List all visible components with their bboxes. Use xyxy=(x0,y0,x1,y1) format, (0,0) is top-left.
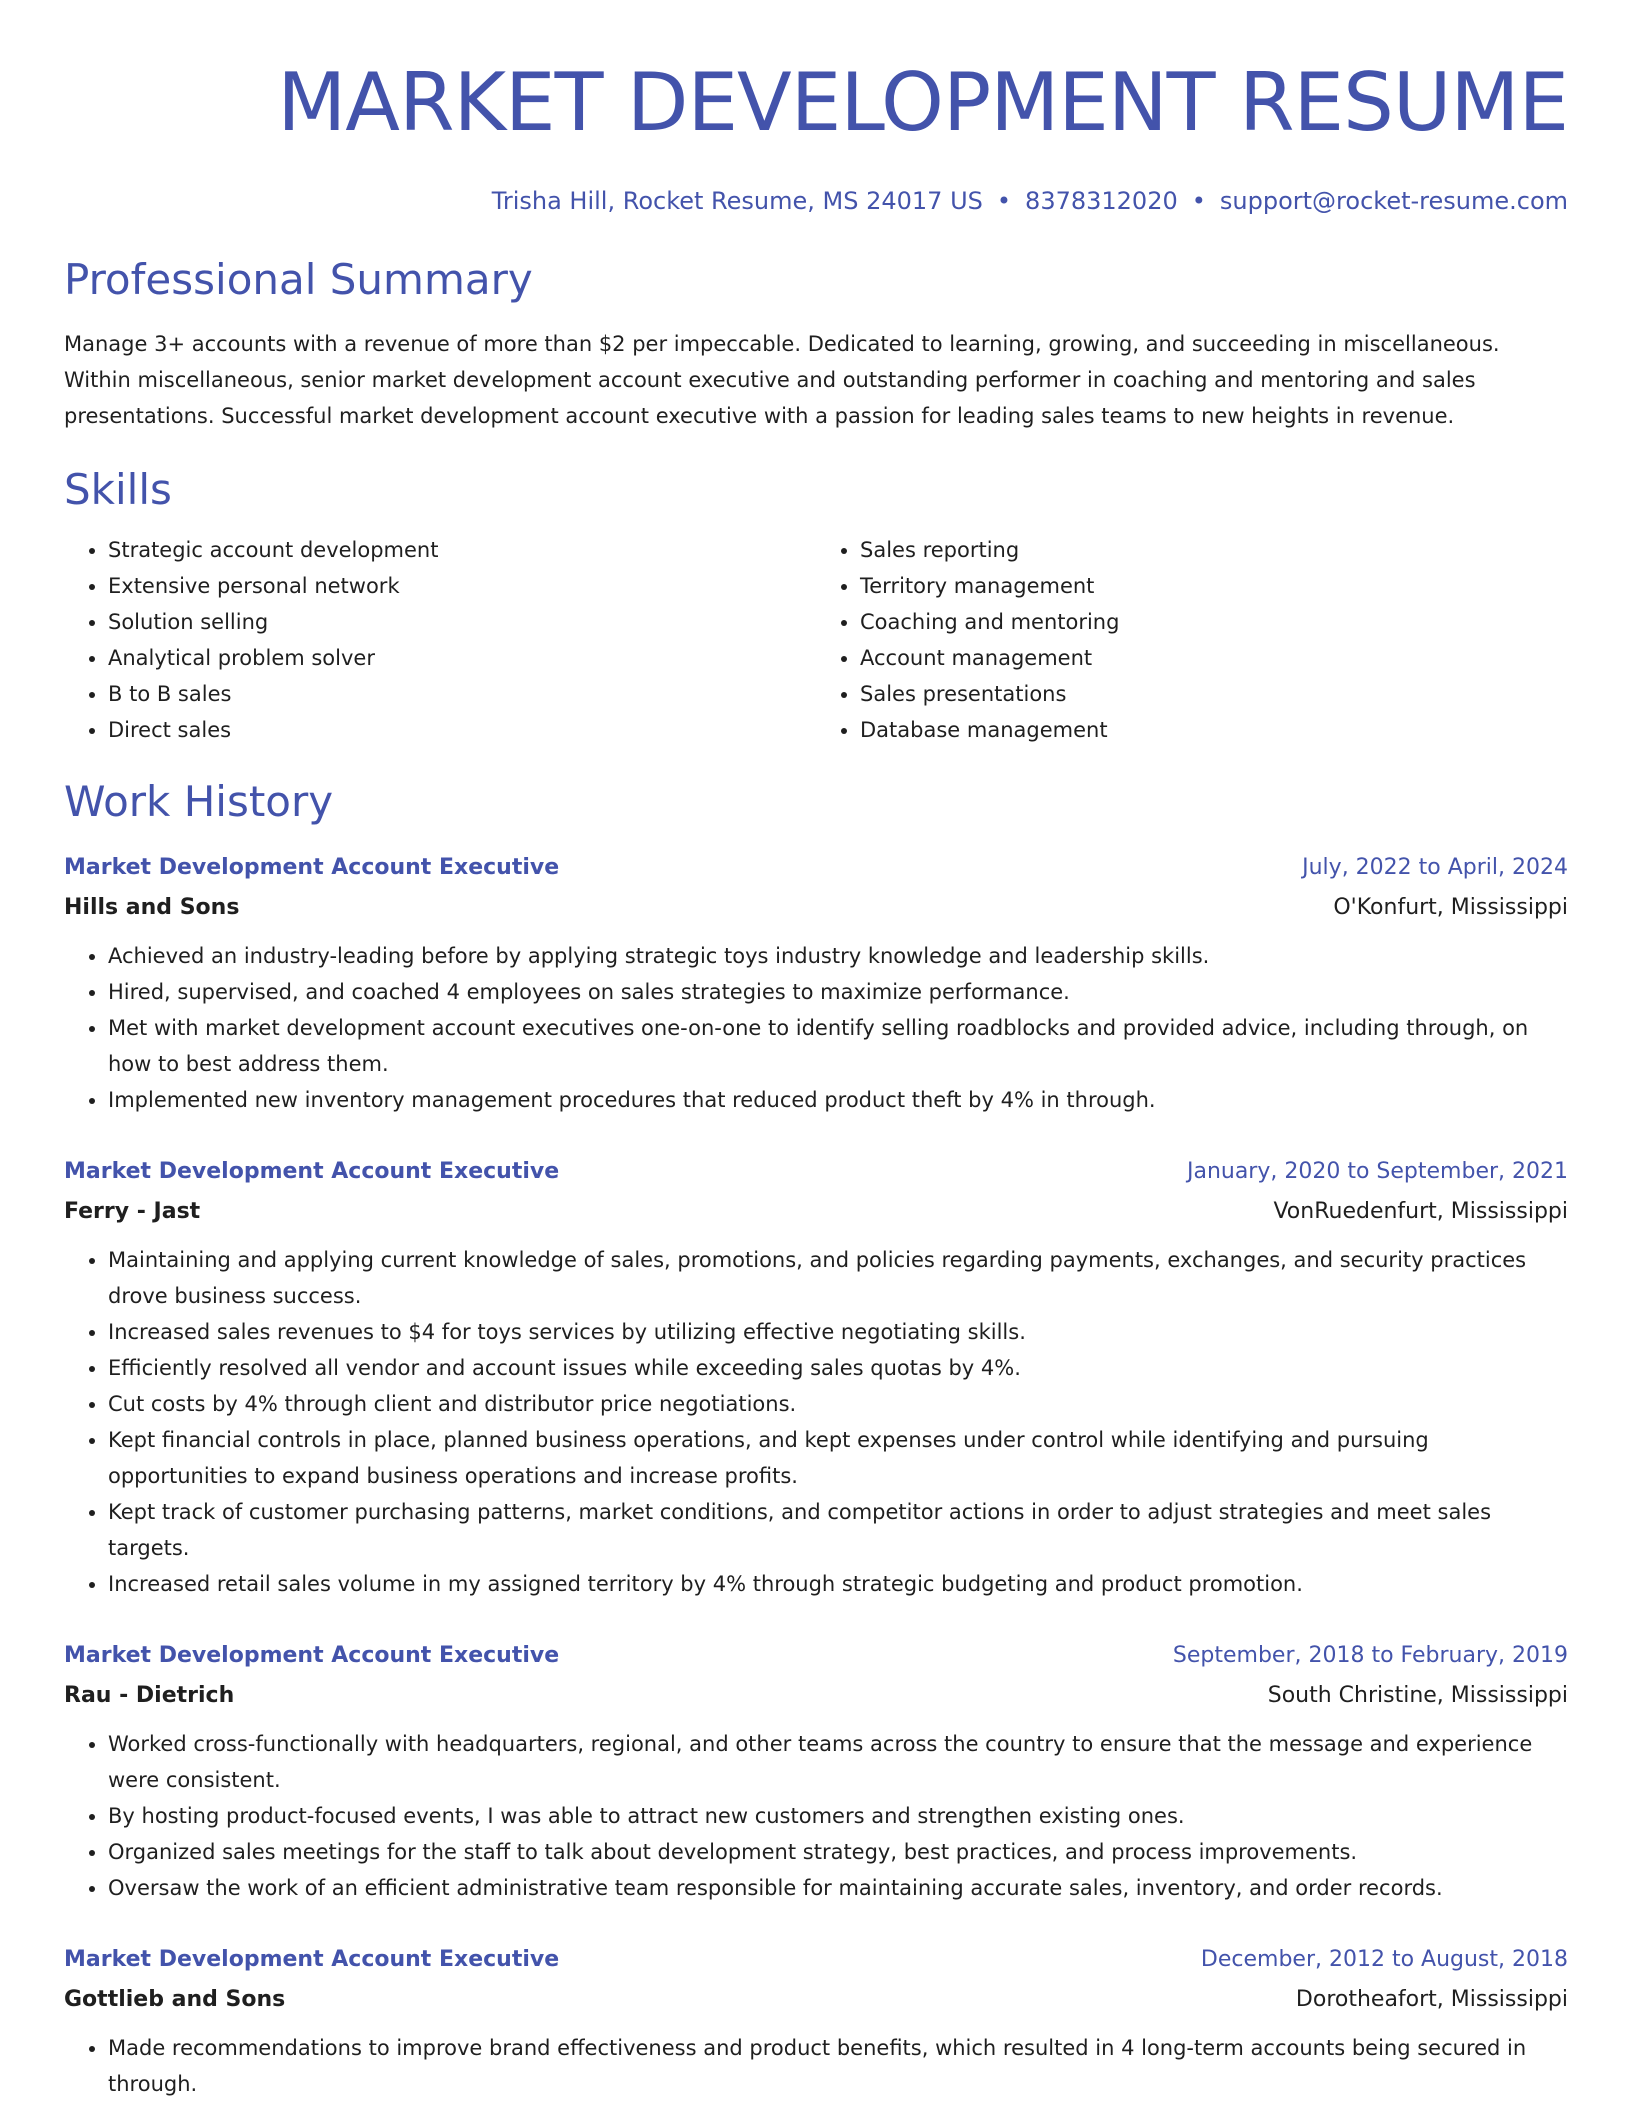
skill-item: • Account management xyxy=(860,640,1568,676)
job-header-row xyxy=(64,1940,1568,1980)
job-location: O'Konfurt, Mississippi xyxy=(1333,895,1568,920)
job-bullet: • Kept financial controls in place, planned business operations, and kept expenses under control while identifying and pursuing opportunities to expand business operations and increase profits. xyxy=(108,1422,1568,1494)
job-dates: December, 2012 to August, 2018 xyxy=(1200,1947,1568,1972)
job-company: Ferry - Jast xyxy=(64,1199,201,1224)
job-bullet: • Efficiently resolved all vendor and account issues while exceeding sales quotas by 4%. xyxy=(108,1350,1568,1386)
job-entry xyxy=(64,1940,1568,2102)
job-bullet: • Met with market development account executives one-on-one to identify selling roadblocks and provided advice, including through, on how to best address them. xyxy=(108,1010,1568,1082)
skill-item: • Database management xyxy=(860,712,1568,748)
job-dates: September, 2018 to February, 2019 xyxy=(1172,1643,1568,1668)
job-dates: July, 2022 to April, 2024 xyxy=(1302,855,1568,880)
job-title: Market Development Account Executive xyxy=(64,1159,560,1184)
job-company-row xyxy=(64,888,1568,928)
skills-columns xyxy=(64,532,1568,748)
job-company-row xyxy=(64,1980,1568,2020)
contact-separator: • xyxy=(996,187,1012,215)
job-bullet: • Organized sales meetings for the staff to talk about development strategy, best practices, and process improvements. xyxy=(108,1834,1568,1870)
job-bullet: • By hosting product-focused events, I was able to attract new customers and strengthen existing ones. xyxy=(108,1798,1568,1834)
job-bullets xyxy=(64,2030,1568,2102)
skill-item: • Extensive personal network xyxy=(108,568,816,604)
job-bullet: • Worked cross-functionally with headquarters, regional, and other teams across the country to ensure that the message and experience were consistent. xyxy=(108,1726,1568,1798)
job-entry xyxy=(64,1152,1568,1602)
summary-text: Manage 3+ accounts with a revenue of more than $2 per impeccable. Dedicated to learning, growing, and succeeding in miscellaneous. Within miscellaneous, senior market development account executive and outstanding performer in coaching and mentoring and sales presentations. Successful market development account executive with a passion for leading sales teams to new heights in revenue. xyxy=(64,332,1500,428)
job-location: Dorotheafort, Mississippi xyxy=(1295,1987,1568,2012)
resume-content xyxy=(64,0,1568,2102)
job-bullet: • Implemented new inventory management procedures that reduced product theft by 4% in through. xyxy=(108,1082,1568,1118)
job-bullet: • Maintaining and applying current knowledge of sales, promotions, and policies regarding payments, exchanges, and security practices drove business success. xyxy=(108,1242,1568,1314)
contact-separator: • xyxy=(1191,187,1206,215)
job-title: Market Development Account Executive xyxy=(64,1947,560,1972)
job-bullet: • Cut costs by 4% through client and distributor price negotiations. xyxy=(108,1386,1568,1422)
work-history-heading: Work History xyxy=(64,777,334,826)
job-company-row xyxy=(64,1676,1568,1716)
job-bullet: • Increased sales revenues to $4 for toys services by utilizing effective negotiating skills. xyxy=(108,1314,1568,1350)
job-title: Market Development Account Executive xyxy=(64,1643,560,1668)
contact-address: Trisha Hill, Rocket Resume, MS 24017 US xyxy=(491,187,983,215)
job-company: Gottlieb and Sons xyxy=(64,1987,286,2012)
job-bullet: • Oversaw the work of an efficient administrative team responsible for maintaining accurate sales, inventory, and order records. xyxy=(108,1870,1568,1906)
skill-item: • Solution selling xyxy=(108,604,816,640)
job-bullets xyxy=(64,938,1568,1118)
resume-title: MARKET DEVELOPMENT RESUME xyxy=(277,56,1568,149)
job-header-row xyxy=(64,1636,1568,1676)
contact-line xyxy=(64,186,1568,216)
skill-item: • Direct sales xyxy=(108,712,816,748)
skill-item: • Sales reporting xyxy=(860,532,1568,568)
skills-heading: Skills xyxy=(64,465,172,514)
skill-item: • Analytical problem solver xyxy=(108,640,816,676)
job-bullet: • Hired, supervised, and coached 4 employees on sales strategies to maximize performance. xyxy=(108,974,1568,1010)
skill-item: • Strategic account development xyxy=(108,532,816,568)
summary-heading: Professional Summary xyxy=(64,255,533,304)
job-company-row xyxy=(64,1192,1568,1232)
job-header-row xyxy=(64,848,1568,888)
skill-item: • B to B sales xyxy=(108,676,816,712)
job-entry xyxy=(64,1636,1568,1906)
job-title: Market Development Account Executive xyxy=(64,855,560,880)
job-company: Rau - Dietrich xyxy=(64,1683,235,1708)
job-bullet: • Achieved an industry-leading before by applying strategic toys industry knowledge and leadership skills. xyxy=(108,938,1568,974)
contact-phone: 8378312020 xyxy=(1025,187,1178,215)
job-entry xyxy=(64,848,1568,1118)
skills-list-right xyxy=(816,532,1568,748)
job-bullet: • Increased retail sales volume in my assigned territory by 4% through strategic budgeting and product promotion. xyxy=(108,1566,1568,1602)
job-bullets xyxy=(64,1726,1568,1906)
skill-item: • Sales presentations xyxy=(860,676,1568,712)
job-bullet: • Made recommendations to improve brand effectiveness and product benefits, which resulted in 4 long-term accounts being secured in through. xyxy=(108,2030,1568,2102)
contact-email[interactable]: support@rocket-resume.com xyxy=(1219,187,1568,215)
job-company: Hills and Sons xyxy=(64,895,240,920)
skills-list-left xyxy=(64,532,816,748)
job-dates: January, 2020 to September, 2021 xyxy=(1186,1159,1568,1184)
job-location: VonRuedenfurt, Mississippi xyxy=(1273,1199,1568,1224)
job-location: South Christine, Mississippi xyxy=(1267,1683,1568,1708)
skill-item: • Territory management xyxy=(860,568,1568,604)
job-bullets xyxy=(64,1242,1568,1602)
job-header-row xyxy=(64,1152,1568,1192)
skill-item: • Coaching and mentoring xyxy=(860,604,1568,640)
job-bullet: • Kept track of customer purchasing patterns, market conditions, and competitor actions in order to adjust strategies and meet sales targets. xyxy=(108,1494,1568,1566)
